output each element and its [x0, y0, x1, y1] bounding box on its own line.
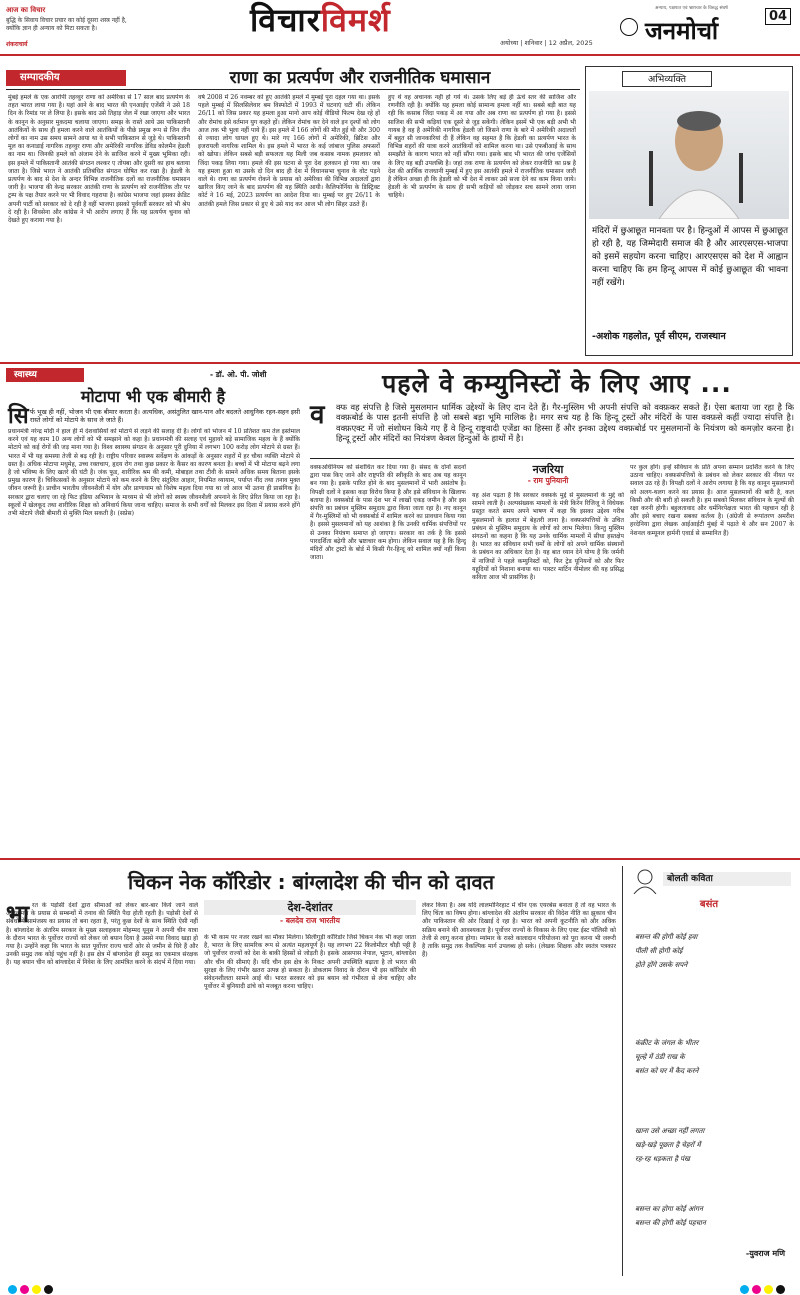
poem-line: चूल्हे में ठंडी राख के [635, 1053, 685, 1061]
corridor-section-label: देश-देशांतर [204, 900, 416, 915]
poem-stanza-2 [635, 1036, 791, 1078]
feature-dropcap: व [310, 400, 325, 430]
poem-line: खड़े-खड़े पूछता है चेहरों में [635, 1141, 701, 1149]
editorial-col-2: वर्ष 2008 में 26 नवम्बर को हुए आतंकी हमले में मुम्बई पूरा दहल गया था। इसके पहले मुम्बई में सिलसिलेवार बम विस्फोटों में 1993 में घटनाएं घटी थीं। लेकिन 26/11 को जिस प्रकार यह हमला हुआ मानो आप कोई वीडियो फिल्म देख रहे हों और रोमांच इसे वर्तमान युग कहते हों। लेकिन रोमांच कर देने वाले इन दृश्यों को लोग आज तक भी भुला नहीं पाये हैं। इस हमले में 166 लोगों की मौत हुई थी और 300 से ज्यादा लोग घायल हुए थे। मारे गए 166 लोगों में अमेरिकी, ब्रिटिश और इजरायली नागरिक शामिल थे। इस हमले में भारत के कई जांबाज पुलिस अफसरों को खोया। लेकिन सबसे बड़ी सफलता यह मिली जब कसाब नामक हमलावर को जिंदा पकड़ लिया गया। हमले की इस घटना से पूरा देश हलकान हो गया था। जब यह हमला हुआ था उसके दो दिन बाद ही देश में विधानसभा चुनाव के वोट पड़ने वाले थे। राणा का प्रत्यर्पण रोकने के प्रयास को अमेरिका की विभिन्न अदालतों द्वारा खारिज किए जाने के बाद प्रत्यर्पण की यह स्थिति आयी। कैलिफोर्निया के डिस्ट्रिक्ट कोर्ट ने 16 मई, 2023 प्रत्यर्पण का आदेश दिया था। मुम्बई पर हुए 26/11 के आतंकी हमले जिस प्रकार से हुए थे उसे याद कर आज भी लोग सिहर उठते हैं। [198, 94, 380, 208]
opinion-quote: मंदिरों में छुआछूत मानवता पर है। हिन्दुओं में आपस में छुआछूत हो रही है, यह जिम्मेदारी समाज की है और आरएसएस-भाजपा को इसमें सहयोग करना चाहिए। आरएसएस को देश में आह्वान करना चाहिए कि हम हिन्दू आपस में कोई छुआछूत की भावना नहीं रखेंगे। [592, 226, 788, 288]
registration-mark-icon [8, 1285, 17, 1294]
edition-line: अयोध्या | शनिवार | 12 अप्रैल, 2025 [500, 39, 593, 47]
poem-line: होते होंगे उसके सपने [635, 961, 688, 969]
corridor-col-1: रत के पड़ोसी देशों द्वारा सीमाओं को लेकर बार-बार किये जाने वाले अतिक्रमण के प्रयास से सम्बन्धों में तनाव की स्थिति पैदा होती रहती है। पड़ोसी देशों से संबंधों में सामंजस्य का प्रयास तो बना रहता है, परंतु कुछ देशों के साथ स्थिति ऐसी नहीं है। बांग्लादेश के अंतरिम सरकार के मुख्य सलाहकार मोहम्मद यूनुस ने अपनी चीन यात्रा के दौरान भारत के पूर्वोत्तर राज्यों को लेकर जो बयान दिया है उससे नया विवाद खड़ा हो गया है। उन्होंने कहा कि भारत के सात पूर्वोत्तर राज्य चारों ओर से जमीन से घिरे हैं और उनकी समुद्र तक कोई पहुंच नहीं है। इस क्षेत्र में बांग्लादेश ही समुद्र का एकमात्र संरक्षक है। यह बयान चीन को बांग्लादेश में निवेश के लिए आमंत्रित करने के संदर्भ में दिया गया। [6, 902, 198, 967]
poem-box [622, 866, 794, 1276]
page-title [250, 0, 391, 40]
editorial-section-label: सम्पादकीय [6, 70, 126, 86]
page-number: 04 [765, 8, 791, 25]
poem-line: बसन्त का होगा कोई आंगन [635, 1205, 703, 1213]
corridor-byline: - बलदेव राज भारतीय [280, 916, 340, 925]
section-divider-1 [0, 362, 800, 364]
quote-author: शंकराचार्य [6, 41, 28, 48]
header [0, 0, 800, 56]
poem-line: खाना उसे अच्छा नहीं लगता [635, 1127, 705, 1135]
portrait-icon [589, 91, 789, 219]
poem-stanza-1 [635, 930, 791, 972]
poem-line: रह-रह धड़कता है पंख [635, 1155, 690, 1163]
poet-sketch-icon [631, 868, 659, 894]
feature-col-1: वक्फ़अधिनियम को संशोधित कर दिया गया है। संसद के दोनों सदनों द्वारा पास किए जाने और राष्ट्रपति की स्वीकृति के बाद अब यह कानून बन गया है। इसके पारित होने के बाद मुसलमानों में भारी असंतोष है। विपक्षी दलों ने इसका कड़ा विरोध किया है और इसे संविधान के खिलाफ बताया है। वक्फ़बोर्ड के पास देश भर में लाखों एकड़ जमीन है और इस संपत्ति का प्रबंधन मुस्लिम समुदाय द्वारा किया जाता रहा है। नए कानून में गैर-मुस्लिमों को भी वक्फ़बोर्ड में शामिल करने का प्रावधान किया गया है। इससे मुसलमानों को यह आशंका है कि उनकी धार्मिक संपत्तियों पर से उनका नियंत्रण समाप्त हो जाएगा। सरकार का तर्क है कि इससे पारदर्शिता बढ़ेगी और भ्रष्टाचार कम होगा। लेकिन सवाल यह है कि हिन्दू मंदिरों और ट्रस्टों के बोर्ड में किसी गैर-हिन्दू को शामिल क्यों नहीं किया जाता। [310, 464, 466, 562]
poem-author: -युवराज मणि [745, 1249, 785, 1258]
page-title-b: विमर्श [320, 1, 391, 39]
page-title-a: विचार [250, 1, 321, 39]
opinion-box [585, 66, 793, 356]
feature-col-3: पर कुल होंगे। इन्हें संविधान के प्रति अपना सम्मान प्रदर्शित करने के लिए उठाना चाहिए। वक्फ़संपत्तियों के प्रबंधन को लेकर सरकार की नीयत पर सवाल उठ रहे हैं। विपक्षी दलों ने आरोप लगाया है कि यह कानून मुसलमानों को अलग-थलग करने का प्रयास है। आज मुसलमानों की बारी है, कल किसी और की बारी हो सकती है। हम सबको मिलकर संविधान के मूल्यों की रक्षा करनी होगी। बहुलतावाद और धर्मनिरपेक्षता भारत की पहचान रही है और इसे बचाए रखना सबका कर्तव्य है। (अंग्रेजी से रूपांतरण अमरीश हरदेनिया द्वारा लेखक आईआईटी मुंबई में पढ़ाते थे और सन 2007 के नेशनल कम्यूनल हार्मनी एवार्ड से सम्मानित हैं) [630, 464, 794, 537]
registration-mark-icon [752, 1285, 761, 1294]
editorial-headline-rule [6, 89, 580, 90]
corridor-section-box [204, 900, 416, 930]
corridor-col-3: लेकर किया है। अब यदि लालमोनिरहाट में चीन एक एयरबेस बनाता है तो वह भारत के लिए चिंता का विषय होगा। बांग्लादेश की अंतरिम सरकार की विदेश नीति का झुकाव चीन और पाकिस्तान की ओर दिखाई दे रहा है। भारत को अपनी कूटनीति को और अधिक सक्रिय बनाने की आवश्यकता है। पूर्वोत्तर राज्यों के विकास के लिए एक्ट ईस्ट पॉलिसी को तेजी से लागू करना होगा। म्यांमार के रास्ते कालादान परियोजना को पूरा करना भी जरूरी है ताकि समुद्र तक वैकल्पिक मार्ग उपलब्ध हो सके। (लेखक शिक्षक और स्वतंत्र पत्रकार हैं) [422, 902, 616, 959]
feature-col-2: यह अंश पढ़ता है कि सरकार वक्फ़के मुद्दे से मुसलमानों के मुद्दे को सामने लाती है। अल्पसंख्यक मामलों के मंत्री किरेन रिजिजू ने विधेयक प्रस्तुत करते समय अपने भाषण में कहा कि इसका उद्देश्य गरीब मुसलमानों के हालात में बेहतरी लाना है। वक्फ़संपत्तियों के उचित प्रबंधन से मुस्लिम समुदाय के लोगों को लाभ मिलेगा। किन्तु मुस्लिम संगठनों का कहना है कि यह उनके धार्मिक मामलों में सीधा हस्तक्षेप है। भारत का संविधान सभी धर्मों के लोगों को अपने धार्मिक संस्थानों के प्रबंधन का अधिकार देता है। यह बात ध्यान देने योग्य है कि जर्मनी में नाजियों ने पहले कम्युनिस्टों को, फिर ट्रेड यूनियनों को और फिर यहूदियों को निशाना बनाया था। पास्टर मार्टिन नीमोलर की यह प्रसिद्ध कविता आज भी प्रासंगिक है। [472, 492, 624, 582]
poem-stanza-3 [635, 1124, 791, 1166]
editorial-col-3: हुए थे वह अचानक नहीं हो गये थे। उसके लिए बड़े ही ऊंचे स्तर की साजिश और रणनीति रही है। क्योंकि यह हमला कोई सामान्य हमला नहीं था। सबसे बड़ी बात यह रही कि कसाब जिंदा पकड़ में आ गया और अब राणा का प्रत्यर्पण हो गया है। इससे साजिश की सभी कड़ियां एक दूसरे से जुड़ सकेंगी। लेकिन इसमें भी एक बड़ी अभी भी गायब है वह है अमेरिकी नागरिक हेडली जो जिसने राणा के बारे में अमेरिकी अदालतों में बहुत सी जानकारियां दी हैं लेकिन वह सहमत है कि हेडली का प्रत्यर्पण भारत के विभिन्न शहरों की यात्रा करने आतंकियों को शामिल करना था। उसे एफबीआई के साथ समझौते के कारण भारत को नहीं सौंपा गया। इसके बाद भी भारत की जांच एजेंसियों के लिए यह बड़ी उपलब्धि है। जहां तक राणा के प्रत्यर्पण को लेकर राजनीति का प्रश्न है देश की आर्थिक राजधानी मुम्बई में हुए इस आतंकी हमले में राजनीतिक घमासान जारी है लेकिन अच्छा ही कि हेडली को भी देश में लाकर उसे सजा देने का काम किया जाये। हेडली के भी प्रत्यर्पण के साथ ही सभी कड़ियों को जोड़कर सच सामने लाया जाना चाहिये। [388, 94, 576, 200]
nazariya-byline: - राम पुनियानी [527, 476, 569, 485]
poem-line: बसन्त की होगी कोई हवा [635, 933, 698, 941]
quote-of-day: बुद्धि के सिवाय विचार प्रचार का कोई दूसरा शस्त्र नहीं है, क्योंकि ज्ञान ही अन्याय को मिटा सकता है। [6, 17, 127, 32]
feature-lead-rule [310, 458, 794, 459]
brand-logo: जनमोर्चा [645, 17, 719, 45]
poem-line: बसन्त की होगी कोई पहचान [635, 1219, 706, 1227]
registration-mark-icon [44, 1285, 53, 1294]
feature-lead: क्फ वह संपत्ति है जिसे मुसलमान धार्मिक उद्देश्यों के लिए दान देते हैं। गैर-मुस्लिम भी अपनी संपत्ति को वक्फ़कर सकते हैं। ऐसा बताया जा रहा है कि वक्फ़बोर्ड के पास इतनी संपत्ति है जो सबसे बड़ा भूमि मालिक है। मगर सच यह है कि हिन्दू ट्रस्टों और मंदिरों के पास वक्फ़से कहीं ज्यादा संपत्ति है। वक्फ़एक्ट में जो संशोधन किये गए हैं वे हिन्दू राष्ट्रवादी एजेंडा का हिस्सा हैं और इनका उद्देश्य वक्फ़बोर्ड पर मुसलमानों के नियंत्रण को कमज़ोर करना है। हिन्दू ट्रस्टों और मंदिरों का नियंत्रण केवल हिन्दुओं के हाथों में है। [336, 402, 794, 444]
opinion-author: -अशोक गहलोत, पूर्व सीएम, राजस्थान [592, 331, 726, 342]
poem-line: पीली सी होगी कोई [635, 947, 683, 955]
poem-line: बसंत को घर में कैद करने [635, 1067, 699, 1075]
corridor-col-2: के भी काम पर नजर रखने का मौका मिलेगा। सिलीगुड़ी कॉरिडोर जिसे चिकन नेक भी कहा जाता है, भारत के लिए सामरिक रूप से अत्यंत महत्वपूर्ण है। यह लगभग 22 किलोमीटर चौड़ी पट्टी है जो पूर्वोत्तर राज्यों को देश के बाकी हिस्सों से जोड़ती है। इसके आसपास नेपाल, भूटान, बांग्लादेश और चीन की सीमाएं हैं। यदि चीन इस क्षेत्र के निकट अपनी उपस्थिति बढ़ाता है तो भारत की सुरक्षा के लिए गंभीर खतरा उत्पन्न हो सकता है। डोकलाम विवाद के दौरान भी इस कॉरिडोर की संवेदनशीलता सामने आई थी। भारत सरकार को इस बयान को गंभीरता से लेना चाहिए और पूर्वोत्तर में बुनियादी ढांचे को मजबूत करना चाहिए। [204, 934, 416, 991]
health-body: प्रधानमंत्री नरेन्द्र मोदी ने हाल ही में देशवासियों को मोटापे से लड़ने की सलाह दी है। लोगों को भोजन में 10 प्रतिशत कम तेल इस्तेमाल करने एवं यह काम 10 अन्य लोगों को भी समझाने को कहा है। प्रधानमंत्री की सलाह एवं मुहावरे बड़े सामाजिक महत्व के हैं क्योंकि मोटापे को कई रोगों की जड़ माना गया है। विश्व स्वास्थ्य संगठन के अनुसार पूरी दुनिया में लगभग 100 करोड़ लोग मोटापे से ग्रस्त हैं। भारत में भी यह समस्या तेजी से बढ़ रही है। राष्ट्रीय परिवार स्वास्थ्य सर्वेक्षण के आंकड़ों के अनुसार शहरों में हर चौथा व्यक्ति मोटापे से ग्रस्त है। अधिक मोटापा मधुमेह, उच्च रक्तचाप, हृदय रोग तथा कुछ प्रकार के कैंसर का कारण बनता है। बच्चों में भी मोटापा बढ़ने लगा है जो भविष्य के लिए खतरे की घंटी है। जंक फूड, शारीरिक श्रम की कमी, मोबाइल तथा टीवी के सामने अधिक समय बिताना इसके प्रमुख कारण हैं। चिकित्सकों के अनुसार मोटापे को कम करने के लिए संतुलित आहार, नियमित व्यायाम, पर्याप्त नींद तथा तनाव मुक्त जीवन जरूरी है। प्राचीन भारतीय जीवनशैली में योग और प्राणायाम को विशेष महत्व दिया गया था जो आज भी उतना ही प्रासंगिक है। सरकार द्वारा चलाए जा रहे फिट इंडिया अभियान के माध्यम से भी लोगों को स्वस्थ जीवनशैली अपनाने के लिए प्रेरित किया जा रहा है। स्कूलों में खेलकूद तथा शारीरिक शिक्षा को अनिवार्य किया जाना चाहिए। समाज के सभी वर्गों को मिलकर इस दिशा में प्रयास करने होंगे तभी मोटापे जैसी बीमारी से मुक्ति मिल सकती है। (सप्रेस) [8, 428, 300, 518]
registration-mark-icon [764, 1285, 773, 1294]
header-rule [0, 54, 800, 56]
poem-stanza-4 [635, 1202, 791, 1230]
corridor-dropcap: भा [6, 900, 30, 928]
speaker-photo [589, 91, 789, 219]
poem-section-label: बोलती कविता [663, 872, 791, 886]
health-byline: - डॉ. ओ. पी. जोशी [210, 370, 267, 379]
health-headline: मोटापा भी एक बीमारी है [80, 387, 226, 406]
quote-label: आज का विचार [6, 6, 46, 14]
editorial-headline: राणा का प्रत्यर्पण और राजनीतिक घमासान [229, 68, 491, 88]
emblem-icon [620, 18, 638, 36]
tagline: अन्याय, पक्षपात एवं भ्रष्टाचार के विरुद्ध संघर्ष [655, 6, 728, 11]
nazariya-box [472, 462, 624, 488]
registration-mark-icon [776, 1285, 785, 1294]
poem-title: बसंत [699, 899, 719, 910]
registration-mark-icon [740, 1285, 749, 1294]
editorial-col-1: मुंबई हमले के एक आरोपी तहव्वुर राणा को अमेरिका से 17 साल बाद प्रत्यर्पण के तहत भारत लाया गया है। यहां आने के बाद भारत की एनआईए एजेंसी ने उसे 18 दिन के रिमांड पर ले लिया है। इसके बाद उसे तिहाड़ जेल में रखा जाएगा और भारत के कानून के अनुसार मुकदमा चलाया जाएगा। समझ के रास्ते आये उस पाकिस्तानी आतंकियों के साथ ही हमला करने वाले आतंकियों के पीछे प्रमुख रूप से जिन तीन लोगों का नाम उस समय सामने आया था वे सभी पाकिस्तान से जुड़े थे। पाकिस्तानी मूल का कनाडाई नागरिक तहव्वुर राणा और अमेरिकी नागरिक डेविड कोलमैन हेडली का नाम था। जिनकी हमले को अंजाम देने के साजिश करने में मुख्य भूमिका रही। इस हमले में पाकिस्तानी आतंकी संगठन लश्कर ए तोयबा और दूसरी का हाथ बताया जाता है। जिसे भारत ने आतंकी प्रतिबंधित संगठन घोषित कर रखा है। हेडली के प्रत्यर्पण के बाद से देश के अन्दर विभिन्न राजनीतिक दलों का राजनीतिक घमासान जारी है। भाजपा की केन्द्र सरकार आतंकी राणा के प्रत्यर्पण को राजनीतिक तौर पर ट्रम्प के पक्ष तैयार करने पर भी विवाद गहराया है। कांग्रेस भाजपा जहां इसका क्रेडिट अपनी पार्टी को सरकार को दे रही है वहीं भाजपा इसको पूर्ववर्ती सरकार को भी श्रेय दे रही है। शिवसेना और कांग्रेस ने भी आरोप लगाए हैं कि यह प्रत्यर्पण चुनाव को देखते हुए कराया गया है। [8, 94, 190, 225]
nazariya-label: नजरिया [532, 463, 564, 476]
opinion-label: अभिव्यक्ति [622, 71, 712, 87]
print-color-bar [0, 1284, 800, 1295]
registration-mark-icon [32, 1285, 41, 1294]
health-lead: र्फ भूख ही नहीं, भोजन भी एक बीमार करता है। अत्यधिक, असंतुलित खान-पान और बदलते आधुनिक रहन-सहन इसी रास्ते लोगों को मोटापे के साथ ले जाते हैं। [30, 408, 300, 425]
feature-headline: पहले वे कम्युनिस्टों के लिए आए ... [382, 369, 732, 398]
section-divider-2 [0, 858, 800, 860]
poem-line: कंक्रीट के जंगल के भीतर [635, 1039, 699, 1047]
registration-mark-icon [20, 1285, 29, 1294]
corridor-headline: चिकन नेक कॉरिडोर : बांग्लादेश की चीन को दावत [127, 870, 495, 894]
health-section-label: स्वास्थ्य [6, 368, 84, 382]
health-dropcap: सि [8, 404, 29, 429]
